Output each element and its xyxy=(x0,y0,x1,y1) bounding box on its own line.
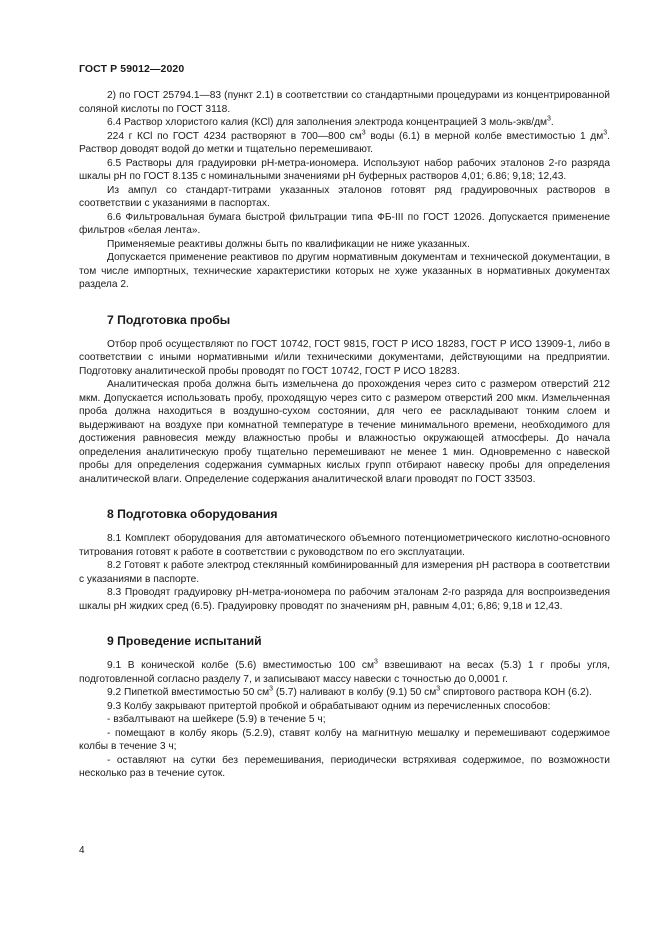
paragraph: Из ампул со стандарт-титрами указанных эталонов готовят ряд градуировочных растворов в соответствии с указаниями в паспортах. xyxy=(79,184,610,209)
superscript: 3 xyxy=(361,129,366,137)
paragraph: 2) по ГОСТ 25794.1—83 (пункт 2.1) в соответствии со стандартными процедурами из концентрированной соляной кислоты по ГОСТ 3118. xyxy=(79,90,610,115)
section-heading-8: 8 Подготовка оборудования xyxy=(107,507,278,521)
paragraph: 8.3 Проводят градуировку рН-метра-иономера по рабочим эталонам 2-го разряда для воспроизведения шкалы рН жидких сред (6.5). Градуировку проводят по значениям рН, равным 4,01; 6,86; 9,18 и 12,43. xyxy=(79,587,610,612)
document-code-header: ГОСТ Р 59012—2020 xyxy=(79,63,185,75)
superscript: 3 xyxy=(374,658,378,666)
paragraph: Применяемые реактивы должны быть по квалификации не ниже указанных. xyxy=(107,238,470,250)
section-heading-7: 7 Подготовка пробы xyxy=(107,312,231,327)
superscript: 3 xyxy=(547,115,551,123)
paragraph xyxy=(79,659,610,686)
paragraph: Аналитическая проба должна быть измельчена до прохождения через сито с размером отверстий 212 мкм. Допускается использовать пробу, проходящую через сито с размером отверстий 200 мкм. Измельченная проба должна находиться в воздушно-сухом состоянии, для чего ее раскладывают тонким слоем и выдерживают на воздухе при комнатной температуре в течение минимального времени, необходимого для достижения равновесия между влажностью пробы и влажностью окружающей атмосферы. До начала определения аналитическую пробу тщательно перемешивают не менее 1 мин. Одновременно с навеской пробы для определения содержания суммарных кислых групп отбирают навеску пробы для определения аналитической влаги. Определение содержания аналитической влаги проводят по ГОСТ 33503. xyxy=(79,379,610,485)
paragraph: Допускается применение реактивов по другим нормативным документам и технической документации, в том числе импортных, технические характеристики которых не хуже указанных в нормативных документах раздела 2. xyxy=(79,252,610,290)
paragraph-text: 6.4 Раствор хлористого калия (КСl) для заполнения электрода концентрацией 3 моль-экв/дм xyxy=(107,117,548,128)
list-item: - помещают в колбу якорь (5.2.9), ставят колбу на магнитную мешалку и перемешивают содержимое колбы в течение 3 ч; xyxy=(79,727,610,752)
paragraph-text: 224 г КСl по ГОСТ 4234 растворяют в 700—800 см xyxy=(107,130,362,142)
paragraph: 6.6 Фильтровальная бумага быстрой фильтрации типа ФБ-III по ГОСТ 12026. Допускается применение фильтров «белая лента». xyxy=(79,211,610,236)
section-heading-9: 9 Проведение испытаний xyxy=(107,634,262,648)
paragraph: 6.5 Растворы для градуировки рН-метра-иономера. Используют набор рабочих эталонов 2-го разряда шкалы рН по ГОСТ 8.135 с номинальными значениями рН буферных растворов 4,01; 6.86; 9,18; 12,43. xyxy=(79,157,610,182)
document-body xyxy=(79,89,610,781)
paragraph xyxy=(79,116,610,130)
paragraph-text: воды (6.1) в мерной колбе вместимостью 1 дм xyxy=(365,130,604,142)
paragraph: 9.3 Колбу закрывают притертой пробкой и обрабатывают одним из перечисленных способов: xyxy=(107,700,551,712)
list-item: - оставляют на сутки без перемешивания, периодически встряхивая содержимое, по возможности несколько раз в течение суток. xyxy=(79,754,610,779)
paragraph-text: 9.1 В конической колбе (5.6) вместимостью 100 см xyxy=(107,660,374,671)
paragraph-text: . xyxy=(550,117,554,128)
superscript: 3 xyxy=(436,685,441,693)
paragraph xyxy=(79,686,610,700)
list-item: - взбалтывают на шейкере (5.9) в течение 5 ч; xyxy=(107,714,326,725)
paragraph-text: спиртового раствора КОН (6.2). xyxy=(440,687,592,698)
page-number: 4 xyxy=(79,845,85,856)
paragraph: 8.1 Комплект оборудования для автоматического объемного потенциометрического кислотно-основного титрования готовят к работе в соответствии с руководством по его эксплуатации. xyxy=(79,533,610,558)
paragraph-text: . Раствор доводят водой до метки и тщательно перемешивают. xyxy=(79,130,610,155)
paragraph: Отбор проб осуществляют по ГОСТ 10742, ГОСТ 9815, ГОСТ Р ИСО 18283, ГОСТ Р ИСО 13909-1, либо в соответствии с иными нормативными и/или техническими документами, действующими на предприятии. Подготовку аналитической пробы проводят по ГОСТ 10742, ГОСТ Р ИСО 18283. xyxy=(79,338,610,377)
paragraph-text: 9.2 Пипеткой вместимостью 50 см xyxy=(107,687,270,698)
superscript: 3 xyxy=(269,685,274,693)
paragraph-text: взвешивают на весах (5.3) 1 г пробы угля, подготовленной согласно разделу 7, и записывают массу навески с точностью до 0,0001 г. xyxy=(79,660,610,685)
superscript: 3 xyxy=(603,129,608,137)
paragraph xyxy=(79,130,610,157)
paragraph-text: (5.7) наливают в колбу (9.1) 50 см xyxy=(273,687,437,698)
paragraph: 8.2 Готовят к работе электрод стеклянный комбинированный для измерения рН раствора в соответствии с указаниями в паспорте. xyxy=(79,560,610,585)
